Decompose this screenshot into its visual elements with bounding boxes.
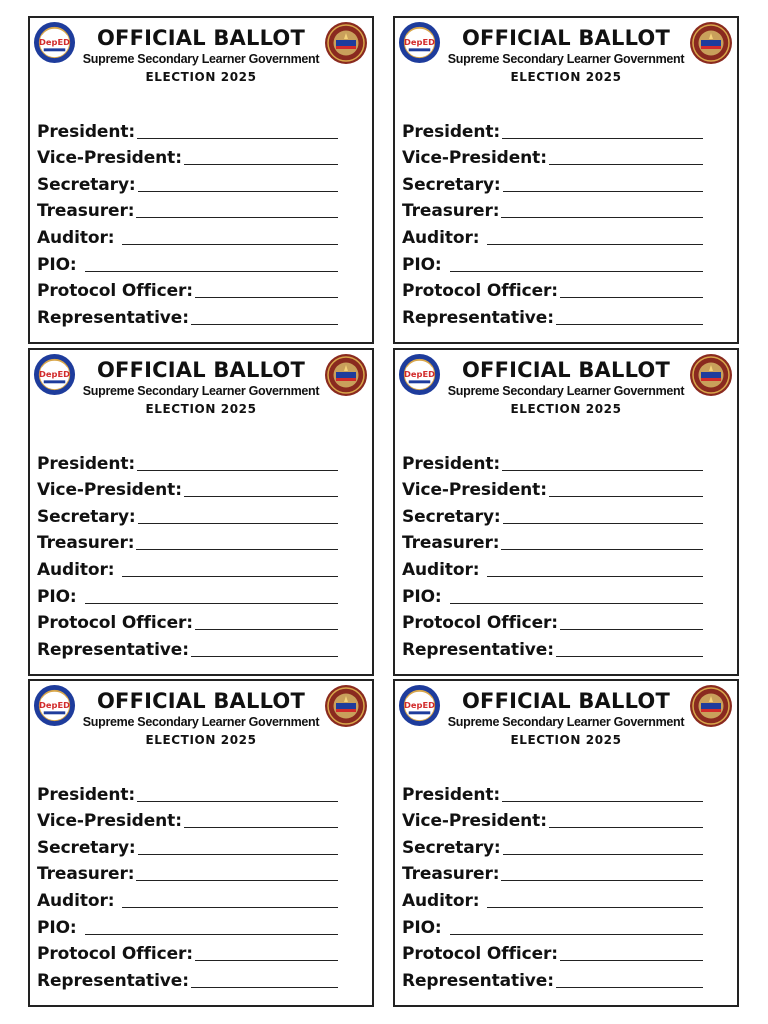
ballot-field-row <box>37 805 338 832</box>
ssl-seal-icon <box>689 21 733 65</box>
ballot-field-label: Auditor: <box>402 227 480 248</box>
deped-logo-text: DepED <box>38 368 71 379</box>
ssl-seal-icon <box>689 684 733 728</box>
ballot-election: ELECTION 2025 <box>510 733 622 747</box>
ballot-field-row <box>37 168 338 195</box>
ballot-subtitle: Supreme Secondary Learner Government <box>447 384 685 398</box>
ballot-field-row <box>37 607 338 634</box>
ballot-field-row <box>37 527 338 554</box>
ballot-field-row <box>37 248 338 275</box>
ballot-field-row <box>402 142 703 169</box>
ballot-write-in-line[interactable] <box>137 137 338 139</box>
ballot-write-in-line[interactable] <box>560 296 703 298</box>
ballot-field-label: Protocol Officer: <box>37 613 193 634</box>
ballot-field-label: Protocol Officer: <box>402 944 558 965</box>
ballot-field-label: PIO: <box>402 586 442 607</box>
ballot-write-in-line[interactable] <box>85 933 338 935</box>
ballot-write-in-line[interactable] <box>503 522 703 524</box>
ballot-field-label: Secretary: <box>402 174 501 195</box>
ballot-field-label: Representative: <box>402 307 554 328</box>
ballot-fields <box>402 778 703 991</box>
ballot-election: ELECTION 2025 <box>510 402 622 416</box>
ballot-field-label: Secretary: <box>402 837 501 858</box>
ballot-field-row <box>402 474 703 501</box>
ballot-write-in-line[interactable] <box>184 826 338 828</box>
ballot-field-row <box>37 553 338 580</box>
ballot-fields <box>402 447 703 660</box>
ballot-write-in-line[interactable] <box>560 628 703 630</box>
ballot-field-label: Representative: <box>402 970 554 991</box>
ballot-field-row <box>37 938 338 965</box>
ballot-write-in-line[interactable] <box>137 800 338 802</box>
ballot-field-label: Protocol Officer: <box>37 281 193 302</box>
ballot-card-bottom-left <box>28 679 374 1007</box>
ballot-fields <box>37 447 338 660</box>
ballot-write-in-line[interactable] <box>503 853 703 855</box>
ballot-write-in-line[interactable] <box>138 522 338 524</box>
ballot-election: ELECTION 2025 <box>145 733 257 747</box>
ballot-write-in-line[interactable] <box>138 853 338 855</box>
deped-logo-text: DepED <box>38 36 71 47</box>
ballot-field-label: PIO: <box>37 917 77 938</box>
ballot-write-in-line[interactable] <box>191 986 338 988</box>
ballot-field-label: PIO: <box>402 917 442 938</box>
ballot-field-row <box>402 778 703 805</box>
ballot-field-row <box>402 911 703 938</box>
ssl-seal-icon <box>689 353 733 397</box>
ballot-write-in-line[interactable] <box>137 469 338 471</box>
ballot-write-in-line[interactable] <box>195 959 338 961</box>
ballot-field-row <box>37 221 338 248</box>
ballot-field-label: Vice-President: <box>37 811 182 832</box>
ballot-field-row <box>402 964 703 991</box>
ballot-card-bottom-right <box>393 679 739 1007</box>
ballot-field-row <box>402 831 703 858</box>
ballot-write-in-line[interactable] <box>136 879 338 881</box>
ballot-subtitle: Supreme Secondary Learner Government <box>447 715 685 729</box>
ballot-field-label: PIO: <box>37 254 77 275</box>
ballot-field-row <box>37 964 338 991</box>
ballot-title: OFFICIAL BALLOT <box>462 689 670 713</box>
ballot-field-row <box>402 858 703 885</box>
ballot-write-in-line[interactable] <box>501 216 703 218</box>
ballot-fields <box>37 778 338 991</box>
ballot-field-label: President: <box>402 784 501 805</box>
ballot-field-label: PIO: <box>402 254 442 275</box>
ballot-write-in-line[interactable] <box>122 906 338 908</box>
ballot-write-in-line[interactable] <box>450 933 703 935</box>
ballot-field-label: PIO: <box>37 586 77 607</box>
ballot-election: ELECTION 2025 <box>510 70 622 84</box>
deped-logo-text: DepED <box>403 368 436 379</box>
ballot-write-in-line[interactable] <box>556 986 703 988</box>
ballot-title: OFFICIAL BALLOT <box>97 26 305 50</box>
ballot-field-label: President: <box>37 121 136 142</box>
ballot-fields <box>37 115 338 328</box>
ballot-field-row <box>37 301 338 328</box>
ballot-write-in-line[interactable] <box>85 270 338 272</box>
ssl-seal-icon <box>324 684 368 728</box>
ballot-write-in-line[interactable] <box>195 628 338 630</box>
ballot-subtitle: Supreme Secondary Learner Government <box>82 384 320 398</box>
ballot-card-top-right <box>393 16 739 344</box>
ballot-subtitle: Supreme Secondary Learner Government <box>447 52 685 66</box>
ballot-write-in-line[interactable] <box>502 137 703 139</box>
ballot-card-top-left <box>28 16 374 344</box>
ballot-write-in-line[interactable] <box>501 548 703 550</box>
ballot-field-row <box>402 221 703 248</box>
ballot-field-label: Treasurer: <box>402 864 500 885</box>
ballot-write-in-line[interactable] <box>556 323 703 325</box>
ballot-field-row <box>402 248 703 275</box>
ballot-subtitle: Supreme Secondary Learner Government <box>82 52 320 66</box>
ballot-field-label: Auditor: <box>37 890 115 911</box>
ballot-field-label: Vice-President: <box>37 480 182 501</box>
ballot-field-row <box>37 447 338 474</box>
ballot-write-in-line[interactable] <box>560 959 703 961</box>
ballot-fields <box>402 115 703 328</box>
ballot-write-in-line[interactable] <box>556 655 703 657</box>
ballot-subtitle: Supreme Secondary Learner Government <box>82 715 320 729</box>
ballot-write-in-line[interactable] <box>487 575 703 577</box>
ballot-write-in-line[interactable] <box>549 826 703 828</box>
ballot-field-label: Auditor: <box>402 559 480 580</box>
ballot-write-in-line[interactable] <box>136 216 338 218</box>
ballot-field-row <box>402 805 703 832</box>
ballot-write-in-line[interactable] <box>138 190 338 192</box>
ballot-write-in-line[interactable] <box>184 495 338 497</box>
ballot-title: OFFICIAL BALLOT <box>462 26 670 50</box>
ballot-field-row <box>37 911 338 938</box>
ballot-field-row <box>37 115 338 142</box>
ballot-write-in-line[interactable] <box>184 163 338 165</box>
ballot-field-label: Treasurer: <box>37 201 135 222</box>
ballot-field-label: Treasurer: <box>37 533 135 554</box>
deped-logo-text: DepED <box>38 699 71 710</box>
ballot-field-label: President: <box>402 121 501 142</box>
ssl-seal-icon <box>324 21 368 65</box>
ballot-field-label: Secretary: <box>37 837 136 858</box>
ballot-card-middle-right <box>393 348 739 676</box>
ballot-field-label: Treasurer: <box>402 533 500 554</box>
ballot-write-in-line[interactable] <box>122 243 338 245</box>
ballot-field-row <box>402 633 703 660</box>
ballot-write-in-line[interactable] <box>191 655 338 657</box>
ballot-field-label: Treasurer: <box>402 201 500 222</box>
ballot-field-row <box>37 474 338 501</box>
ballot-write-in-line[interactable] <box>487 906 703 908</box>
ballot-write-in-line[interactable] <box>487 243 703 245</box>
ballot-field-label: Secretary: <box>402 506 501 527</box>
ssl-seal-icon <box>324 353 368 397</box>
ballot-field-row <box>37 580 338 607</box>
ballot-field-label: Auditor: <box>402 890 480 911</box>
ballot-field-label: Representative: <box>37 639 189 660</box>
ballot-field-row <box>402 580 703 607</box>
ballot-election: ELECTION 2025 <box>145 70 257 84</box>
ballot-field-label: Representative: <box>37 307 189 328</box>
ballot-write-in-line[interactable] <box>502 469 703 471</box>
ballot-field-label: Representative: <box>37 970 189 991</box>
ballot-field-label: Auditor: <box>37 559 115 580</box>
ballot-write-in-line[interactable] <box>85 602 338 604</box>
ballot-field-label: President: <box>402 453 501 474</box>
ballot-write-in-line[interactable] <box>549 495 703 497</box>
ballot-field-label: Protocol Officer: <box>402 281 558 302</box>
ballot-field-label: Protocol Officer: <box>402 613 558 634</box>
ballot-field-label: President: <box>37 784 136 805</box>
ballot-field-row <box>37 275 338 302</box>
ballot-write-in-line[interactable] <box>136 548 338 550</box>
ballot-field-row <box>37 858 338 885</box>
ballot-field-row <box>402 195 703 222</box>
ballot-field-row <box>402 553 703 580</box>
ballot-field-row <box>402 938 703 965</box>
ballot-field-label: Vice-President: <box>402 811 547 832</box>
ballot-write-in-line[interactable] <box>502 800 703 802</box>
ballot-title: OFFICIAL BALLOT <box>97 358 305 382</box>
ballot-field-row <box>402 447 703 474</box>
ballot-field-row <box>402 168 703 195</box>
ballot-field-row <box>402 275 703 302</box>
ballot-title: OFFICIAL BALLOT <box>97 689 305 713</box>
ballot-write-in-line[interactable] <box>549 163 703 165</box>
ballot-write-in-line[interactable] <box>195 296 338 298</box>
ballot-field-row <box>37 500 338 527</box>
ballot-field-row <box>37 778 338 805</box>
ballot-field-row <box>402 607 703 634</box>
ballot-write-in-line[interactable] <box>191 323 338 325</box>
ballot-election: ELECTION 2025 <box>145 402 257 416</box>
ballot-field-label: Vice-President: <box>37 148 182 169</box>
ballot-field-row <box>402 301 703 328</box>
ballot-field-label: Vice-President: <box>402 480 547 501</box>
ballot-write-in-line[interactable] <box>450 602 703 604</box>
deped-logo-text: DepED <box>403 699 436 710</box>
ballot-write-in-line[interactable] <box>503 190 703 192</box>
ballot-field-label: Protocol Officer: <box>37 944 193 965</box>
ballot-field-row <box>402 500 703 527</box>
ballot-write-in-line[interactable] <box>501 879 703 881</box>
ballot-title: OFFICIAL BALLOT <box>462 358 670 382</box>
ballot-write-in-line[interactable] <box>122 575 338 577</box>
ballot-field-row <box>402 115 703 142</box>
ballot-field-row <box>37 831 338 858</box>
ballot-field-label: Vice-President: <box>402 148 547 169</box>
ballot-field-label: Representative: <box>402 639 554 660</box>
ballot-field-label: Auditor: <box>37 227 115 248</box>
ballot-write-in-line[interactable] <box>450 270 703 272</box>
ballot-field-row <box>37 195 338 222</box>
ballot-field-row <box>37 142 338 169</box>
deped-logo-text: DepED <box>403 36 436 47</box>
ballot-field-label: Treasurer: <box>37 864 135 885</box>
ballot-field-row <box>37 633 338 660</box>
ballot-field-row <box>37 884 338 911</box>
ballot-field-label: President: <box>37 453 136 474</box>
ballot-field-row <box>402 884 703 911</box>
ballot-field-label: Secretary: <box>37 506 136 527</box>
ballot-card-middle-left <box>28 348 374 676</box>
ballot-field-row <box>402 527 703 554</box>
ballot-field-label: Secretary: <box>37 174 136 195</box>
